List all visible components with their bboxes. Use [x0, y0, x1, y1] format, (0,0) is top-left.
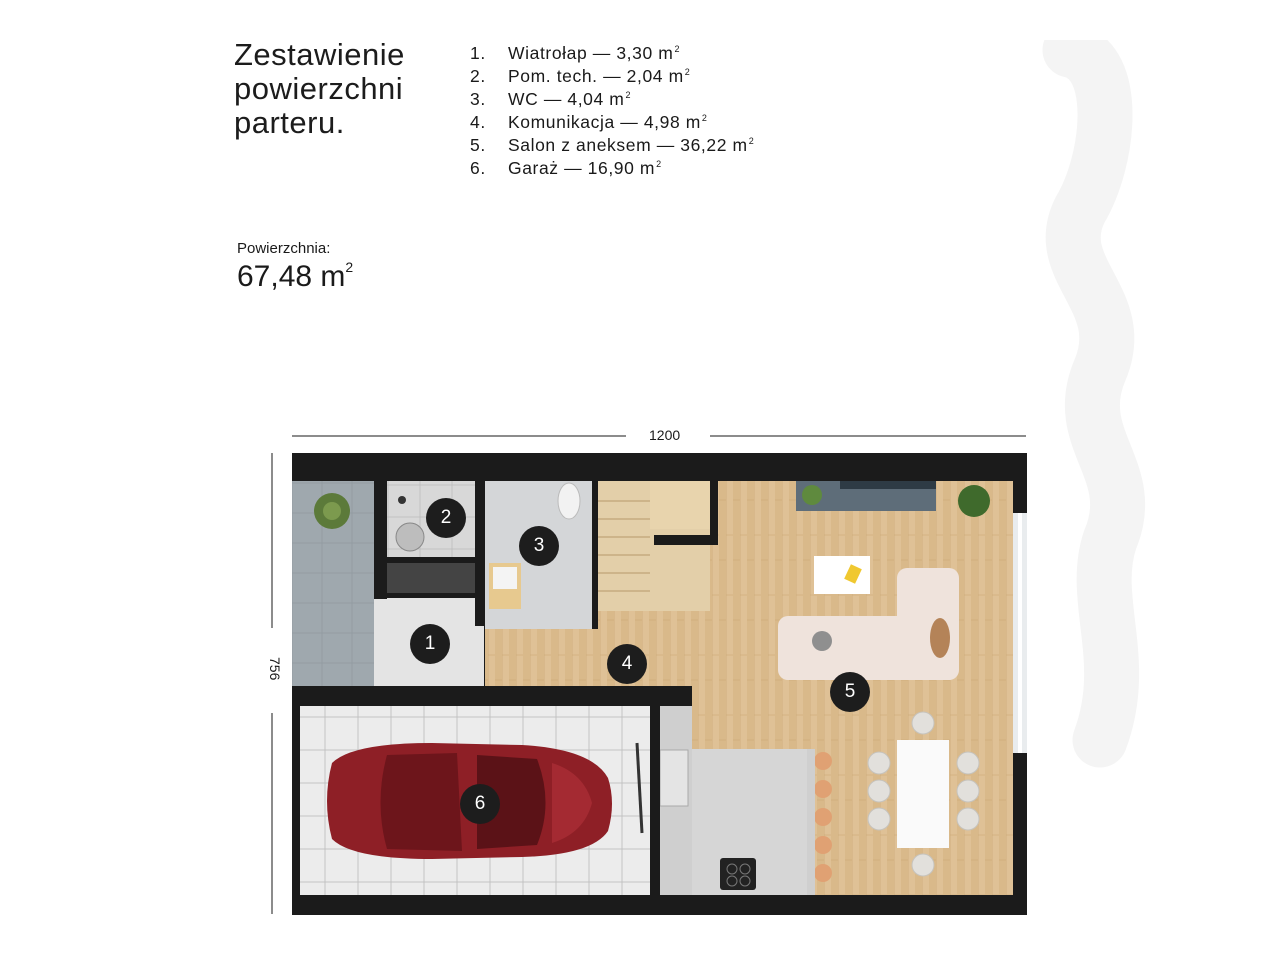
width-dimension-label: 1200 [649, 427, 681, 443]
room-number: 2. [470, 66, 486, 86]
room-marker-5: 5 [830, 672, 870, 712]
room-label: Garaż — 16,90 m [508, 158, 656, 178]
room-marker-3: 3 [519, 526, 559, 566]
garage-wall [292, 686, 692, 706]
room-label: Pom. tech. — 2,04 m [508, 66, 684, 86]
room-label: Wiatrołap — 3,30 m [508, 43, 674, 63]
unit-superscript: 2 [684, 67, 691, 77]
total-area-label: Powierzchnia: [237, 240, 331, 257]
plant-right [958, 485, 990, 517]
room-marker-6: 6 [460, 784, 500, 824]
room-marker-4: 4 [607, 644, 647, 684]
kitchen-sink [660, 750, 688, 806]
room-marker-2: 2 [426, 498, 466, 538]
room-label: Komunikacja — 4,98 m [508, 112, 701, 132]
plant-small [802, 485, 822, 505]
unit-superscript: 2 [701, 113, 708, 123]
cushion-2 [930, 618, 950, 658]
room-number: 6. [470, 158, 486, 178]
room-number: 1. [470, 43, 486, 63]
unit-superscript: 2 [345, 259, 354, 275]
room-number: 3. [470, 89, 486, 109]
washing-machine [396, 523, 424, 551]
room-label: Salon z aneksem — 36,22 m [508, 135, 748, 155]
stair-wall [654, 535, 710, 545]
room-number: 5. [470, 135, 486, 155]
unit-superscript: 2 [674, 44, 681, 54]
room-marker-1: 1 [410, 624, 450, 664]
cushion [812, 631, 832, 651]
dining-table [897, 740, 949, 848]
title-line-2: powierzchni [234, 71, 404, 106]
room-label: WC — 4,04 m [508, 89, 625, 109]
room-number: 4. [470, 112, 486, 132]
height-dimension-label: 756 [267, 657, 283, 681]
wc-toilet [558, 483, 580, 519]
unit-superscript: 2 [656, 159, 662, 169]
total-area-number: 67,48 m [237, 260, 346, 293]
unit-superscript: 2 [625, 90, 632, 100]
stair-landing [650, 481, 710, 529]
unit-superscript: 2 [748, 136, 755, 146]
cooktop [720, 858, 756, 890]
floor-plan [292, 453, 1027, 915]
wc-sink [493, 567, 517, 589]
title-line-3: parteru. [234, 105, 345, 140]
wardrobe [387, 563, 475, 593]
sofa-chaise [897, 568, 959, 680]
coffee-table [814, 556, 870, 594]
title-line-1: Zestawienie [234, 37, 405, 72]
